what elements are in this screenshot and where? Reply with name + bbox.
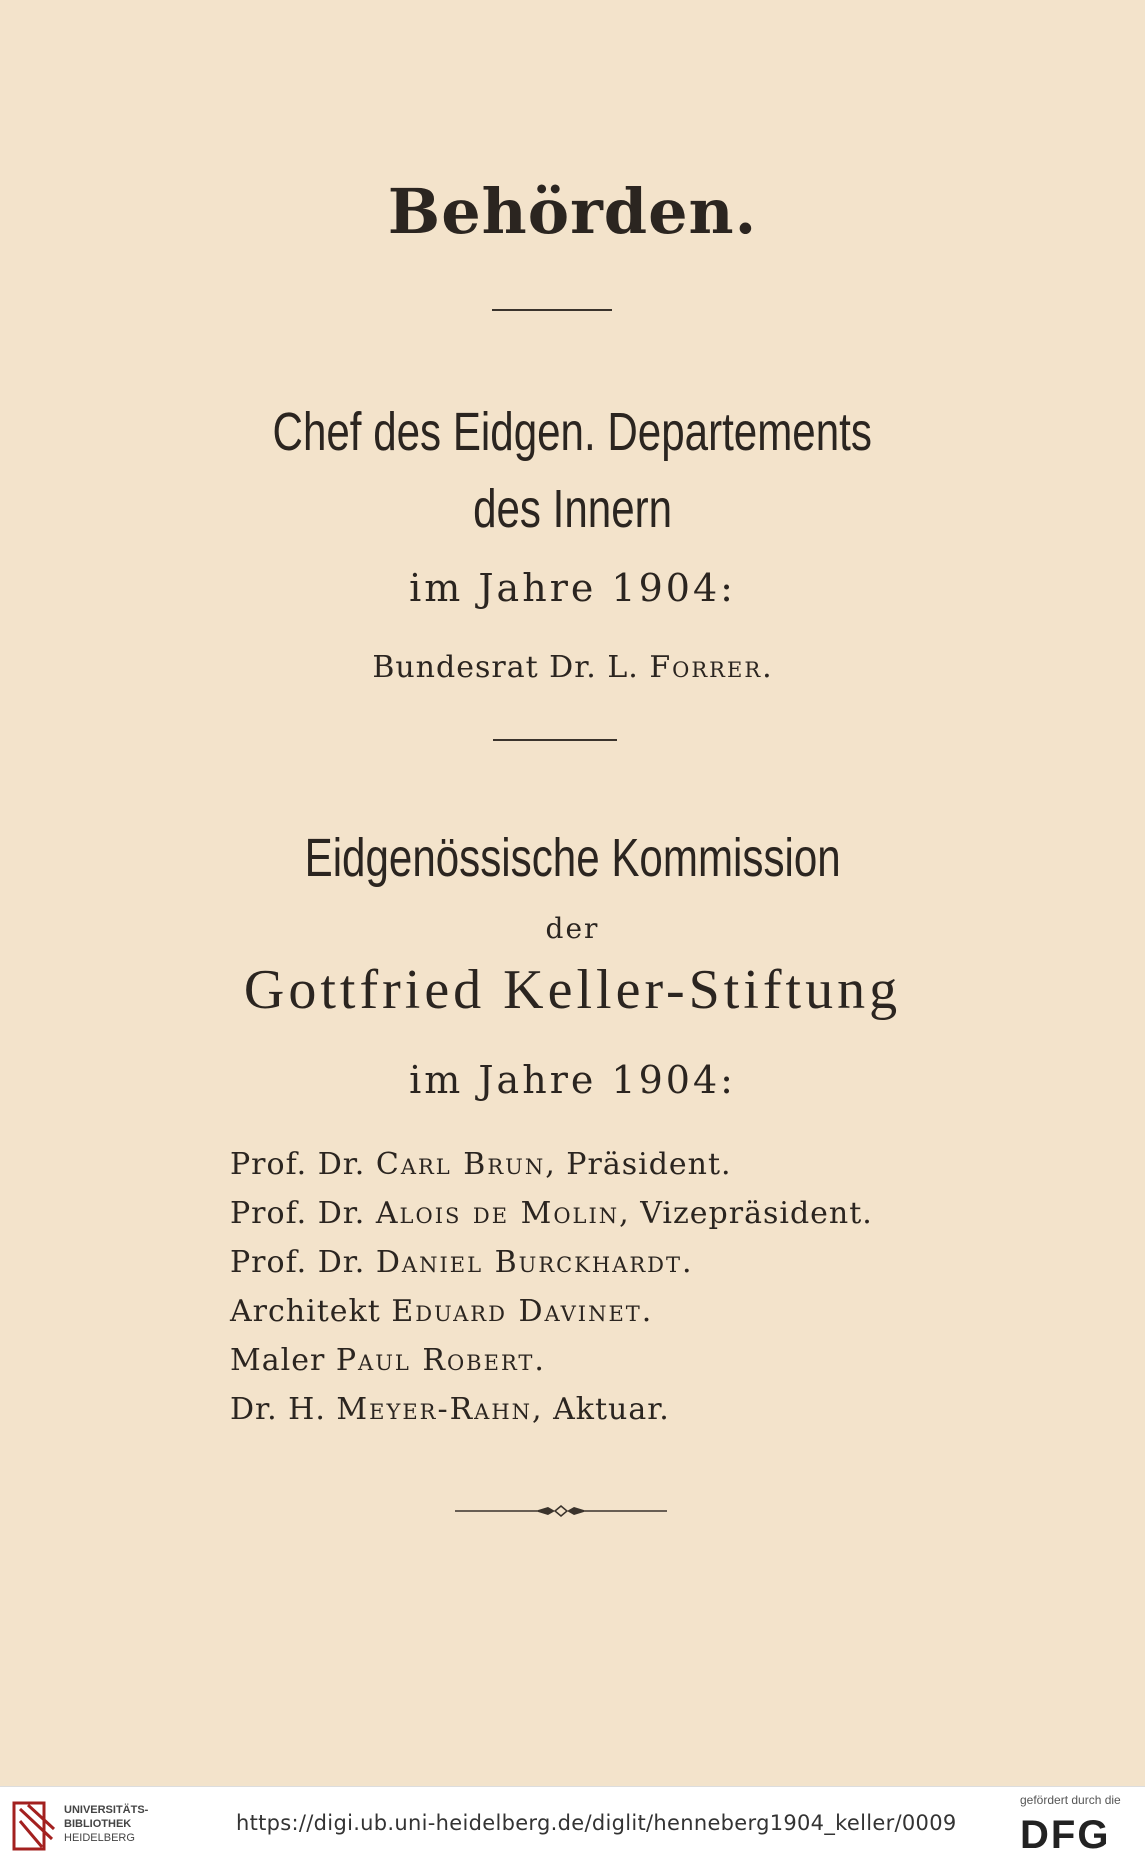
section2-der: der xyxy=(545,912,600,945)
list-item: Prof. Dr. Carl Brun, Präsident. xyxy=(230,1147,732,1182)
viewer-footer xyxy=(0,1786,1145,1870)
divider-rule-top xyxy=(492,309,612,311)
page-heading: Behörden. xyxy=(387,175,758,248)
member-list xyxy=(230,1140,873,1434)
section1-person: Bundesrat Dr. L. Forrer. xyxy=(372,650,773,685)
section1-year: im Jahre 1904: xyxy=(409,566,736,610)
section1-title-line2: des Innern xyxy=(472,479,673,539)
section1-title-line1: Chef des Eidgen. Departements xyxy=(272,402,873,462)
list-item: Maler Paul Robert. xyxy=(230,1343,545,1378)
ornament-divider-icon xyxy=(455,1500,667,1522)
section2-year: im Jahre 1904: xyxy=(409,1058,736,1102)
section2-foundation: Gottfried Keller-Stiftung xyxy=(243,959,902,1021)
library-logo[interactable] xyxy=(12,1797,162,1859)
list-item: Prof. Dr. Alois de Molin, Vizepräsident. xyxy=(230,1196,873,1231)
list-item: Dr. H. Meyer-Rahn, Aktuar. xyxy=(230,1392,670,1427)
dfg-logo[interactable]: DFG xyxy=(1020,1813,1111,1857)
divider-rule-middle xyxy=(493,739,617,741)
library-name: UNIVERSITÄTS- BIBLIOTHEK HEIDELBERG xyxy=(64,1804,149,1844)
permalink-url[interactable]: https://digi.ub.uni-heidelberg.de/diglit/henneberg1904_keller/0009 xyxy=(236,1811,957,1835)
list-item: Prof. Dr. Daniel Burckhardt. xyxy=(230,1245,693,1280)
section2-title: Eidgenössische Kommission xyxy=(304,828,841,888)
dfg-caption: gefördert durch die xyxy=(1020,1793,1121,1807)
library-emblem-icon xyxy=(12,1799,56,1855)
list-item: Architekt Eduard Davinet. xyxy=(230,1294,653,1329)
